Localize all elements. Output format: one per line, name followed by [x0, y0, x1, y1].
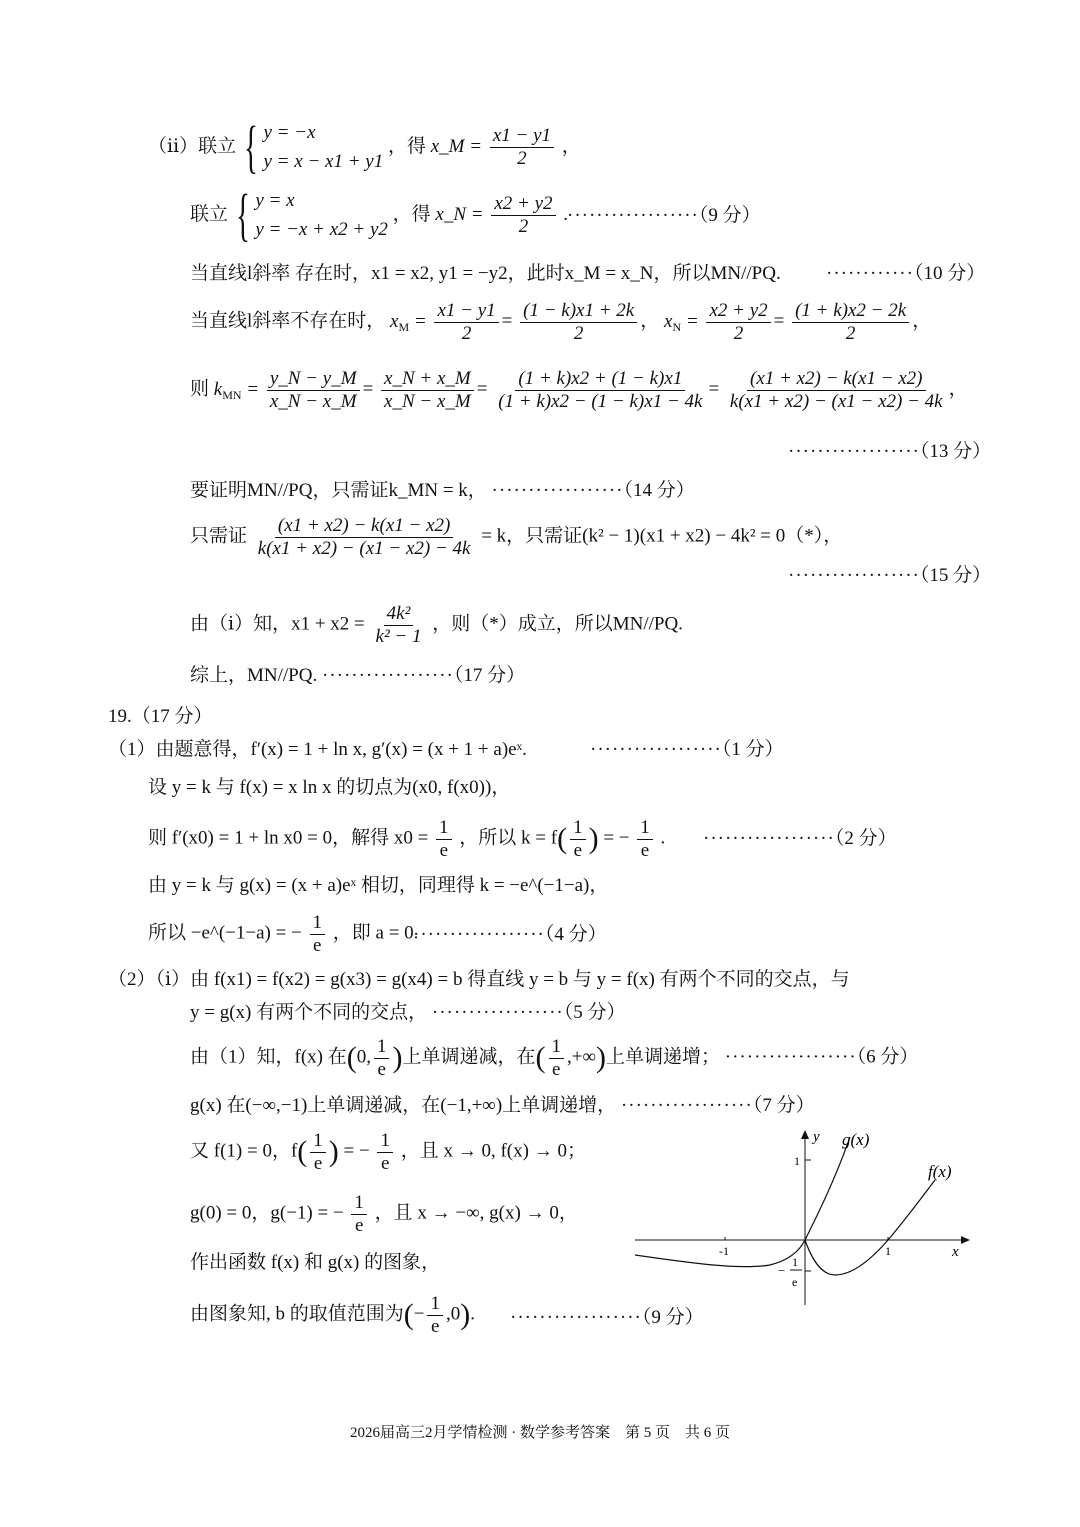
score-15: ··················（15 分）: [788, 565, 992, 586]
function-graph: [630, 1125, 980, 1310]
q19-p2-line6: g(0) = 0，g(−1) = − $\frac{1}{e}$ ，且 x → −∞, g(x) → 0，: [190, 1192, 578, 1236]
label: 联立: [190, 203, 229, 225]
slope-exists-line: 当直线l斜率 存在时，x1 = x2, y1 = −y2，此时x_M = x_N，所以MN//PQ.: [190, 263, 781, 284]
equation: y = −x: [263, 122, 316, 143]
q19-p2-line1: （2）（ⅰ）由 f(x1) = f(x2) = g(x3) = g(x4) = b 得直线 y = b 与 y = f(x) 有两个不同的交点，与: [108, 969, 850, 990]
score-13: ··················（13 分）: [788, 441, 992, 462]
page-footer: 2026届高三2月学情检测 · 数学参考答案 第 5 页 共 6 页: [350, 1425, 730, 1441]
math: x_M =: [430, 135, 483, 157]
q19-p2-line2: y = g(x) 有两个不同的交点， ··················（5 分）: [190, 1002, 626, 1023]
q19-p1-line1: （1）由题意得，f′(x) = 1 + ln x, g′(x) = (x + 1 + a)eˣ.: [108, 739, 527, 760]
text: .: [563, 203, 569, 225]
y-axis-label: y: [813, 1129, 820, 1145]
score-9: ··················（9 分）: [567, 205, 761, 226]
q19-p1-line3: 则 f′(x0) = 1 + ln x0 = 0，解得 x0 = $\frac{1}{e}$ ，所以 k = f( $\frac{1}{e}$ ) = − $\frac{1}{e}$ .: [148, 817, 666, 861]
q19-p1-line2: 设 y = k 与 f(x) = x ln x 的切点为(x0, f(x0))，: [148, 777, 511, 798]
kmn-line: 则 $k_{MN}$ = $\frac{y\_N - y\_M}{x\_N - x\_M}$ = $\frac{x\_N + x\_M}{x\_N - x\_M}$ = $\frac{(1 + k)x2 + (1 - k)x1}{(1 + k)x2 - (1 - k)x1 - 4k}$ = $\frac{(x1 + x2) - k(x1 - x2)}{k(x1 + x2) - (x1 - x2) - 4k}$ ，: [190, 368, 968, 412]
score-9-q19: ··················（9 分）: [510, 1307, 704, 1328]
score-1: ··················（1 分）: [590, 739, 784, 760]
equation-system: [264, 118, 384, 177]
fraction: $\frac{x1 - y1}{2}$: [490, 125, 554, 170]
equation: y = x: [255, 190, 295, 211]
from-i-line: 由（ⅰ）知，x1 + x2 = $\frac{\text{4k²}}{\text{k² − 1}}$ ，则（*）成立，所以MN//PQ.: [190, 603, 683, 647]
fraction: $\frac{x2 + y2}{2}$: [491, 193, 555, 238]
q19-p2-line8: 由图象知, b 的取值范围为(− $\frac{1}{e}$ ,0).: [190, 1293, 475, 1337]
conclusion-line: 综上，MN//PQ. ··················（17 分）: [190, 665, 526, 686]
score-10: ············（10 分）: [826, 263, 986, 284]
label: （ⅱ）联立: [148, 135, 237, 157]
q19-header: 19.（17 分）: [108, 706, 213, 727]
left-brace: {: [235, 182, 250, 248]
score-4: ··················（4 分）: [413, 924, 607, 945]
math: x_N =: [435, 203, 484, 225]
tick-x-minus1: -1: [719, 1244, 729, 1258]
f-label: f(x): [928, 1162, 952, 1181]
f-curve: [805, 1180, 935, 1275]
score-2: ··················（2 分）: [703, 828, 897, 849]
x-axis-arrow: [961, 1236, 970, 1244]
slope-none-line: 当直线l斜率不存在时， $x_M$ = $\frac{x1 - y1}{2}$ = $\frac{(1 - k)x1 + 2k}{2}$ ， $x_N$ = $\frac{x2 + y2}{2}$ = $\frac{(1 + k)x2 - 2k}{2}$ ，: [190, 300, 932, 344]
equation-system: [255, 186, 388, 245]
q19-p1-line4: 由 y = k 与 g(x) = (x + a)eˣ 相切，同理得 k = −e^(−1−a)，: [148, 875, 609, 896]
equation: y = x − x1 + y1: [263, 151, 384, 173]
tick-frac-num: 1: [792, 1255, 798, 1269]
q19-p2-line7: 作出函数 f(x) 和 g(x) 的图象，: [190, 1252, 441, 1273]
text: ，得: [387, 135, 426, 157]
g-curve: [635, 1137, 850, 1267]
text: ，得: [392, 203, 431, 225]
q19-p2-line5: 又 f(1) = 0，f( $\frac{1}{e}$ ) = − $\frac{1}{e}$ ，且 x → 0, f(x) → 0；: [190, 1130, 586, 1174]
tick-y1: 1: [794, 1154, 800, 1168]
tick-x1: 1: [885, 1244, 891, 1258]
tick-frac-den: e: [792, 1275, 798, 1289]
tick-neg-sign: −: [778, 1263, 786, 1278]
part-ii-system-2: [190, 182, 569, 248]
q19-p2-line4: g(x) 在(−∞,−1)上单调递减，在(−1,+∞)上单调递增， ··················（7 分）: [190, 1095, 815, 1116]
left-brace: {: [243, 114, 258, 180]
need-prove-2-line: 只需证 $\frac{(x1 + x2) - k(x1 - x2)}{k(x1 + x2) - (x1 - x2) - 4k}$ = k，只需证(k² − 1)(x1 + x2) − 4k² = 0（*），: [190, 515, 843, 559]
q19-p1-line5: 所以 −e^(−1−a) = − $\frac{1}{e}$ ，即 a = 0.: [148, 912, 419, 956]
x-axis-label: x: [952, 1244, 959, 1260]
q19-p2-line3: 由（1）知，f(x) 在(0, $\frac{1}{e}$ )上单调递减，在( $\frac{1}{e}$ ,+∞)上单调递增； ··················（6 分）: [190, 1036, 919, 1080]
text: ，: [561, 135, 581, 157]
part-ii-system-1: [148, 114, 581, 180]
g-label: g(x): [842, 1130, 870, 1149]
need-prove-line: 要证明MN//PQ，只需证k_MN = k， ··················（14 分）: [190, 480, 695, 501]
equation: y = −x + x2 + y2: [255, 219, 388, 241]
y-axis-arrow: [801, 1130, 809, 1139]
